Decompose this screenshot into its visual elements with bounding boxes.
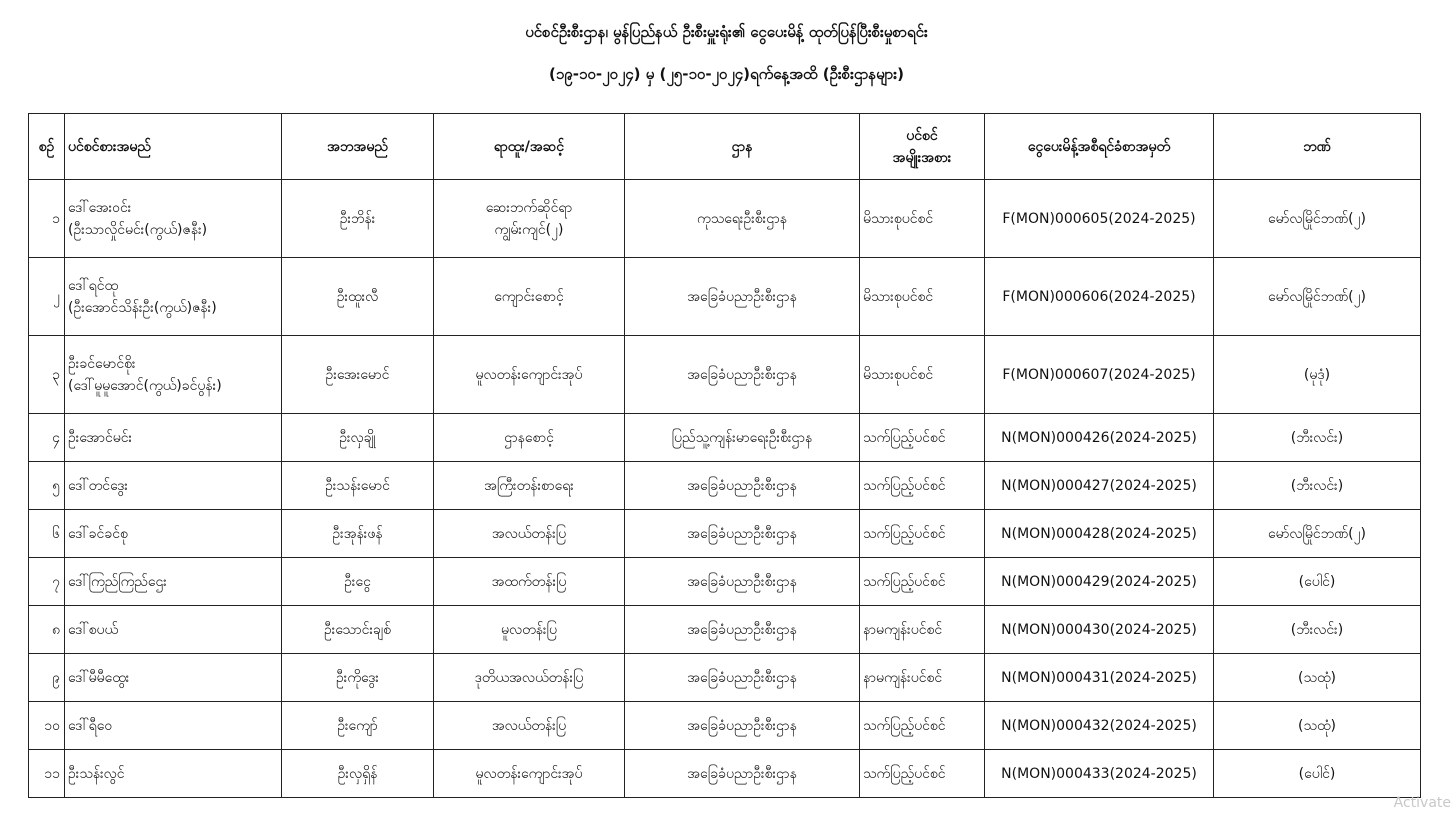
cell-department: အခြေခံပညာဦးစီးဌာန	[625, 336, 860, 414]
cell-pensioner-name	[65, 654, 282, 702]
cell-order-number: F(MON)000607(2024-2025)	[985, 336, 1214, 414]
cell-pension-type: သက်ပြည့်ပင်စင်	[860, 750, 985, 798]
cell-order-number: N(MON)000427(2024-2025)	[985, 462, 1214, 510]
cell-pension-type: မိသားစုပင်စင်	[860, 336, 985, 414]
cell-no: ၄	[29, 414, 65, 462]
cell-no: ၇	[29, 558, 65, 606]
header-pensioner-name: ပင်စင်စားအမည်	[65, 114, 282, 180]
rank-line1: အကြီးတန်းစာရေး	[484, 477, 574, 494]
rank-line1: ဒုတိယအလယ်တန်းပြ	[474, 669, 584, 686]
table-row	[29, 414, 1421, 462]
cell-rank	[434, 606, 625, 654]
cell-order-number: N(MON)000428(2024-2025)	[985, 510, 1214, 558]
table-row	[29, 654, 1421, 702]
cell-no: ၈	[29, 606, 65, 654]
cell-bank: (ဘီးလင်း)	[1214, 606, 1421, 654]
pensioner-name-line1: ဦးသန်းလွင်	[68, 765, 125, 782]
cell-father-name: ဦးကိုဒွေး	[282, 654, 434, 702]
header-rank: ရာထူး/အဆင့်	[434, 114, 625, 180]
cell-no: ၁	[29, 180, 65, 258]
rank-line1: မူလတန်းကျောင်းအုပ်	[475, 366, 583, 383]
cell-pension-type: သက်ပြည့်ပင်စင်	[860, 462, 985, 510]
cell-rank	[434, 414, 625, 462]
cell-order-number: F(MON)000606(2024-2025)	[985, 258, 1214, 336]
header-order-number: ငွေပေးမိန့်အစီရင်ခံစာအမှတ်	[985, 114, 1214, 180]
pensioner-name-line1: ဒေါ်ရင်ထု	[68, 277, 119, 294]
cell-order-number: N(MON)000426(2024-2025)	[985, 414, 1214, 462]
cell-father-name: ဦးထူးလီ	[282, 258, 434, 336]
table-row	[29, 462, 1421, 510]
pension-table	[28, 113, 1421, 798]
cell-no: ၁၁	[29, 750, 65, 798]
table-row	[29, 336, 1421, 414]
cell-pensioner-name	[65, 558, 282, 606]
rank-line1: ကျောင်းစောင့်	[494, 288, 564, 305]
pensioner-name-line1: ဦးခင်မောင်စိုး	[68, 355, 136, 372]
cell-rank	[434, 558, 625, 606]
cell-pensioner-name	[65, 462, 282, 510]
cell-rank	[434, 510, 625, 558]
pensioner-name-line2: (ဒေါ်မူမူအောင်(ကွယ်)ခင်ပွန်း)	[68, 377, 222, 394]
cell-bank: (ပေါင်)	[1214, 750, 1421, 798]
cell-order-number: N(MON)000429(2024-2025)	[985, 558, 1214, 606]
document-date-range: (၁၉-၁၀-၂၀၂၄) မှ (၂၅-၁၀-၂၀၂၄)ရက်နေ့အထိ (ဦးစီးဌာနများ)	[549, 65, 904, 83]
table-row	[29, 702, 1421, 750]
cell-father-name: ဦးသန်းမောင်	[282, 462, 434, 510]
cell-department: ပြည်သူ့ကျန်းမာရေးဦးစီးဌာန	[625, 414, 860, 462]
cell-department: အခြေခံပညာဦးစီးဌာန	[625, 558, 860, 606]
cell-rank	[434, 750, 625, 798]
pensioner-name-line1: ဒေါ်တင်ဒွေး	[68, 477, 128, 494]
cell-department: ကုသရေးဦးစီးဌာန	[625, 180, 860, 258]
cell-father-name: ဦးအေးမောင်	[282, 336, 434, 414]
cell-rank	[434, 180, 625, 258]
cell-pensioner-name	[65, 414, 282, 462]
cell-department: အခြေခံပညာဦးစီးဌာန	[625, 654, 860, 702]
cell-father-name: ဦးလှရှိန်	[282, 750, 434, 798]
table-row	[29, 258, 1421, 336]
table-row	[29, 606, 1421, 654]
activate-watermark: Activate	[1393, 795, 1451, 811]
pensioner-name-line1: ဒေါ်ရီဝေ	[68, 717, 113, 734]
cell-department: အခြေခံပညာဦးစီးဌာန	[625, 606, 860, 654]
pensioner-name-line1: ဦးအောင်မင်း	[68, 429, 133, 446]
pensioner-name-line2: (ဦးသာလှိုင်မင်း(ကွယ်)ဇနီး)	[68, 221, 208, 238]
cell-department: အခြေခံပညာဦးစီးဌာန	[625, 750, 860, 798]
cell-father-name: ဦးကျော်	[282, 702, 434, 750]
header-no: စဉ်	[29, 114, 65, 180]
cell-bank: (သထုံ)	[1214, 654, 1421, 702]
cell-bank: (သထုံ)	[1214, 702, 1421, 750]
cell-department: အခြေခံပညာဦးစီးဌာန	[625, 462, 860, 510]
cell-rank	[434, 336, 625, 414]
pensioner-name-line1: ဒေါ်အေးဝင်း	[68, 199, 132, 216]
rank-line1: မူလတန်းကျောင်းအုပ်	[475, 765, 583, 782]
cell-no: ၉	[29, 654, 65, 702]
cell-department: အခြေခံပညာဦးစီးဌာန	[625, 702, 860, 750]
cell-father-name: ဦးဘိန်း	[282, 180, 434, 258]
cell-father-name: ဦးလှချို	[282, 414, 434, 462]
cell-order-number: N(MON)000430(2024-2025)	[985, 606, 1214, 654]
pensioner-name-line1: ဒေါ်စပယ်	[68, 621, 119, 638]
cell-pension-type: သက်ပြည့်ပင်စင်	[860, 414, 985, 462]
cell-pensioner-name	[65, 336, 282, 414]
rank-line1: ဆေးဘက်ဆိုင်ရာ	[485, 199, 573, 216]
cell-pensioner-name	[65, 510, 282, 558]
cell-pensioner-name	[65, 750, 282, 798]
header-pension-type	[860, 114, 985, 180]
cell-no: ၅	[29, 462, 65, 510]
table-header-row	[29, 114, 1421, 180]
pensioner-name-line1: ဒေါ်ကြည်ကြည်ဌေး	[68, 573, 167, 590]
cell-department: အခြေခံပညာဦးစီးဌာန	[625, 510, 860, 558]
cell-pension-type: သက်ပြည့်ပင်စင်	[860, 510, 985, 558]
cell-order-number: N(MON)000433(2024-2025)	[985, 750, 1214, 798]
cell-bank: (မုဒုံ)	[1214, 336, 1421, 414]
cell-bank: မော်လမြိုင်ဘဏ်(၂)	[1214, 510, 1421, 558]
cell-rank	[434, 702, 625, 750]
cell-pensioner-name	[65, 606, 282, 654]
header-pension-type-line2: အမျိုးအစား	[892, 149, 952, 166]
cell-bank: (ပေါင်)	[1214, 558, 1421, 606]
cell-no: ၆	[29, 510, 65, 558]
cell-pensioner-name	[65, 180, 282, 258]
cell-department: အခြေခံပညာဦးစီးဌာန	[625, 258, 860, 336]
cell-bank: မော်လမြိုင်ဘဏ်(၂)	[1214, 258, 1421, 336]
pensioner-name-line2: (ဦးအောင်သိန်းဦး(ကွယ်)ဇနီး)	[68, 299, 217, 316]
table-row	[29, 750, 1421, 798]
cell-pension-type: သက်ပြည့်ပင်စင်	[860, 558, 985, 606]
cell-no: ၂	[29, 258, 65, 336]
rank-line2: ကျွမ်းကျင်(၂)	[494, 221, 564, 238]
pensioner-name-line1: ဒေါ်ခင်ခင်စု	[68, 525, 128, 542]
rank-line1: အထက်တန်းပြ	[491, 573, 567, 590]
cell-father-name: ဦးအုန်းဖန်	[282, 510, 434, 558]
cell-bank: (ဘီးလင်း)	[1214, 462, 1421, 510]
header-bank: ဘဏ်	[1214, 114, 1421, 180]
cell-pension-type: နာမကျန်းပင်စင်	[860, 606, 985, 654]
rank-line1: ဌာနစောင့်	[504, 429, 554, 446]
cell-pension-type: မိသားစုပင်စင်	[860, 258, 985, 336]
cell-bank: မော်လမြိုင်ဘဏ်(၂)	[1214, 180, 1421, 258]
table-row	[29, 180, 1421, 258]
pensioner-name-line1: ဒေါ်မီမီထွေး	[68, 669, 130, 686]
cell-pensioner-name	[65, 702, 282, 750]
cell-pension-type: သက်ပြည့်ပင်စင်	[860, 702, 985, 750]
cell-bank: (ဘီးလင်း)	[1214, 414, 1421, 462]
header-father-name: အဘအမည်	[282, 114, 434, 180]
cell-order-number: N(MON)000431(2024-2025)	[985, 654, 1214, 702]
cell-no: ၃	[29, 336, 65, 414]
table-row	[29, 510, 1421, 558]
cell-pension-type: မိသားစုပင်စင်	[860, 180, 985, 258]
cell-father-name: ဦးငွေ	[282, 558, 434, 606]
cell-rank	[434, 258, 625, 336]
rank-line1: မူလတန်းပြ	[501, 621, 557, 638]
header-pension-type-line1: ပင်စင်	[906, 127, 938, 144]
cell-pension-type: နာမကျန်းပင်စင်	[860, 654, 985, 702]
cell-no: ၁၀	[29, 702, 65, 750]
table-body	[29, 180, 1421, 798]
table-row	[29, 558, 1421, 606]
rank-line1: အလယ်တန်းပြ	[491, 525, 567, 542]
cell-rank	[434, 654, 625, 702]
header-department: ဌာန	[625, 114, 860, 180]
rank-line1: အလယ်တန်းပြ	[491, 717, 567, 734]
cell-rank	[434, 462, 625, 510]
document-title: ပင်စင်ဦးစီးဌာန၊ မွန်ပြည်နယ် ဦးစီးမှူးရုံး၏ ငွေပေးမိန့် ထုတ်ပြန်ပြီးစီးမှုစာရင်း	[525, 23, 928, 41]
cell-order-number: F(MON)000605(2024-2025)	[985, 180, 1214, 258]
cell-father-name: ဦးသောင်းချစ်	[282, 606, 434, 654]
cell-pensioner-name	[65, 258, 282, 336]
cell-order-number: N(MON)000432(2024-2025)	[985, 702, 1214, 750]
